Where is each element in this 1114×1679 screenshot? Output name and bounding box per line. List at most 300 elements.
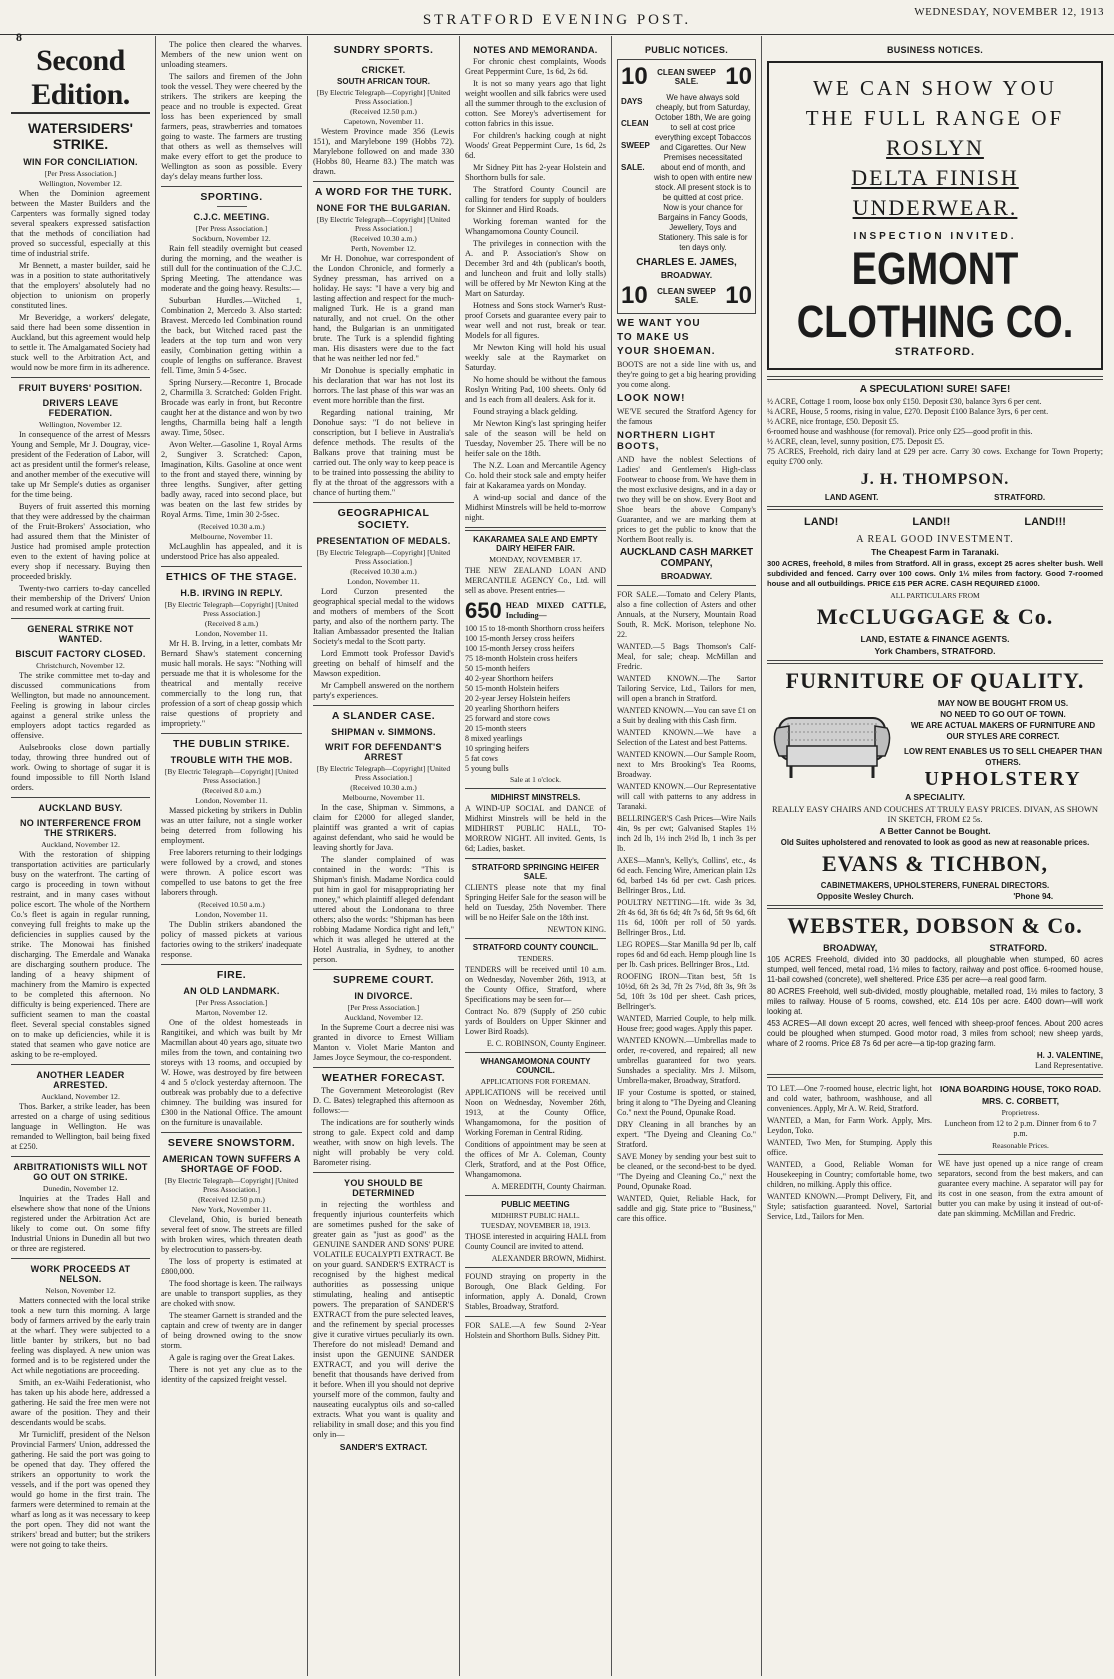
land-company-line: LAND, ESTATE & FINANCE AGENTS.	[860, 634, 1010, 644]
article-paragraph: Rain fell steadily overnight but ceased during the morning, and the weather is still dull for the continuation of the C.J.C. Spring Meeting. The attendance was moderate and the going heavy. Results:—	[161, 244, 302, 293]
speculation-item: ¼ ACRE, House, 5 rooms, rising in value, £270. Deposit £100 Balance 3yrs, 6 per cent.	[767, 407, 1049, 416]
article-paragraph: The loss of property is estimated at £800,000.	[161, 1257, 302, 1276]
article-paragraph: Mr H. B. Irving, in a letter, combats Mr Bernard Shaw's statement concerning music hall morals. He says: "Nothing will persuade me that it is wholesome for the theatrical and mentally receive commercially to the long run, that profession of a sort of cheap gossip which raise questions of propriety and impropriety."	[161, 639, 302, 728]
section-heading: PRESENTATION OF MEDALS.	[316, 536, 451, 546]
article-paragraph: Inquiries at the Trades Hall and elsewhere show that none of the Unions registered under the Arbitration Act are likely to come out. On some fifty Industrial Unions in Dunedin all but two or three are registered.	[11, 1194, 150, 1253]
divider	[313, 181, 454, 182]
sale-header	[621, 63, 752, 91]
article-paragraph: Smith, an ex-Waihi Federationist, who has taken up his abode here, addressed a gathering. He said the free men were not aware of the position. They and their descendants would be scabs.	[11, 1378, 150, 1427]
article-paragraph: Free laborers returning to their lodgings were followed by a crowd, and stones were thrown. A police escort was compelled to use batons to get the free laborers through.	[161, 848, 302, 897]
article-paragraph: There is not yet any clue as to the identity of the capsized freight vessel.	[161, 1365, 302, 1384]
divider	[938, 1154, 1103, 1155]
ad-date: TUESDAY, NOVEMBER 18, 1913.	[480, 1221, 591, 1230]
divider	[465, 1267, 606, 1268]
land-line: A REAL GOOD INVESTMENT.	[856, 534, 1014, 545]
furniture-phone: 'Phone 94.	[1013, 892, 1054, 901]
article-paragraph: Matters connected with the local strike took a new turn this morning. A large body of farmers arrived by the early train at the wharf. They were subjected to a little banter by strikers, but no bad feeling was displayed. A new union was formed and is to be registered under the Act while negotiations are proceeding.	[11, 1296, 150, 1375]
ad-heading: STRATFORD SPRINGING HEIFER SALE.	[471, 863, 600, 881]
evans-tichbon-logo: EVANS & TICHBON,	[821, 851, 1049, 876]
article-paragraph: Avon Welter.—Gasoline 1, Royal Arms 2, Sungiver 3. Scratched: Capon, Imagination, Kilts. Gasoline at once went to the front and stayed there, winning by three lengths. Sungiver, after getting badly away, raced into second place, but was beaten on the last few strides by Royal Arms. Time, 1min 30 2-5sec.	[161, 440, 302, 519]
cattle-list-item: 25 forward and store cows	[465, 714, 550, 723]
dateline: Marton, November 12.	[195, 1008, 268, 1017]
divider	[465, 1195, 606, 1196]
headline-watersiders: WATERSIDERS' STRIKE.	[28, 120, 133, 152]
columns	[6, 36, 1108, 1676]
dateline: Nelson, November 12.	[45, 1286, 116, 1295]
section-heading: NOTES AND MEMORANDA.	[473, 45, 598, 55]
memo-item: Mr Sidney Pitt has 2-year Holstein and Shorthorn bulls for sale.	[465, 163, 606, 182]
section-heading: GENERAL STRIKE NOT WANTED.	[27, 624, 134, 644]
memo-item: Hotness and Sons stock Warner's Rust-proof Corsets and guarantee every pair to wear well and not rust, break or tear. Models for all figures.	[465, 301, 606, 340]
divider	[465, 1316, 606, 1317]
dateline: Christchurch, November 12.	[36, 661, 125, 670]
agent-title: LAND AGENT.	[824, 493, 879, 502]
classified-ad: WANTED, Married Couple, to help milk. House free; good wages. Apply this paper.	[617, 1014, 756, 1033]
boarding-house-heading: IONA BOARDING HOUSE, TOKO ROAD.	[939, 1084, 1102, 1094]
memo-item: It is not so many years ago that light weight woollen and silk fabrics were used all the summer through to the exclusion of cotton. See Morey's advertisement for cotton fabrics in this issue.	[465, 79, 606, 128]
shoe-company: AUCKLAND CASH MARKET COMPANY,	[619, 547, 754, 569]
classified-ad: WANTED KNOWN.—Umbrellas made to order, re-covered, and repaired; all new umbrellas guaranteed for two years. Sunshades a speciality. Mrs J. Milsom, Umbrella-maker, Broadway, Stratford.	[617, 1036, 756, 1085]
dateline: Melbourne, November 11.	[190, 532, 273, 541]
article-paragraph: Cleveland, Ohio, is buried beneath several feet of snow. The streets are filled with broken wires, which threaten death by electrocution to passers-by.	[161, 1215, 302, 1254]
ad-count: 650	[465, 598, 502, 623]
article-paragraph: The sailors and firemen of the John took the vessel. They were cheered by the strikers. The strikers are keeping the peace and no trouble is expected. Great loss has been experienced by small farmers, peas, strawberries and tomatoes going to waste. The farmers are trusting that others as well as themselves will make every effort to get the produce to Wellington as soon as possible. Every day's delay means further loss.	[161, 72, 302, 181]
wd-address: STRATFORD.	[989, 943, 1047, 953]
article-paragraph: Lord Curzon presented the geographical special medal to the widows and mothers of members of the Scott party, and also of the northern party. The Italian Ambassador presented the Italian Society's medal to the Scott party.	[313, 587, 454, 646]
divider	[161, 566, 302, 567]
column-6	[762, 36, 1108, 1676]
divan-sketch-icon	[767, 698, 897, 790]
sale-body: We have always sold cheaply, but from Saturday, October 18th, We are going to sell at cost price everything except Tobaccos and Cigarettes. Our New Premises necessitated about end of month, and wish to open with entire new stock. All present stock is to be quitted at cost price. Now is your chance for Bargains in Fancy Goods, Jewellery, Toys and Stationery. This sale is for ten days only.	[653, 93, 752, 252]
classified-ad: SAVE Money by sending your best suit to be cleaned, or the second-best to be dyed. "The Dyeing and Cleaning Co.," next the Pound, Opunake Road.	[617, 1152, 756, 1191]
land-line: The Cheapest Farm in Taranaki.	[871, 547, 999, 557]
section-heading: IN DIVORCE.	[354, 991, 413, 1001]
cattle-list	[465, 624, 606, 774]
cattle-list-item: 100 15-month Jersey cross heifers	[465, 634, 575, 643]
ad-text: THOSE interested in acquiring HALL from County Council are invited to attend.	[465, 1232, 606, 1251]
classified-ad: TO LET.—One 7-roomed house, electric light, hot and cold water, bathroom, washhouse, and all conveniences. Apply, Mr A. W. Reid, Stratford.	[767, 1084, 932, 1113]
section-heading: WEATHER FORECAST.	[321, 1072, 446, 1084]
article-paragraph: Massed picketing by strikers in Dublin was an utter failure, not a single worker being deterred from following his employment.	[161, 806, 302, 845]
egmont-clothing-logo: EGMONT CLOTHING CO.	[796, 244, 1074, 348]
furniture-side-text: MAY NOW BE BOUGHT FROM US. NO NEED TO GO OUT OF TOWN. WE ARE ACTUAL MAKERS OF FURNITURE AND OUR STYLES ARE CORRECT. LOW RENT ENABLES US TO SELL CHEAPER THAN OTHERS. UPHOLSTERY	[904, 699, 1102, 790]
boarding-house-owner: MRS. C. CORBETT,	[982, 1096, 1059, 1106]
land-text: ALL PARTICULARS FROM	[890, 591, 980, 600]
received-line: (Received 10.30 a.m.)	[350, 567, 417, 576]
furniture-line: A Better Cannot be Bought.	[879, 826, 991, 836]
sale-number: 10	[725, 63, 752, 90]
cattle-list-item: 50 15-month heifers	[465, 664, 530, 673]
shoe-company-address: BROADWAY.	[660, 571, 713, 581]
classified-ad: BELLRINGER'S Cash Prices—Wire Nails 4in, 9s per cwt; Galvanised Staples 1½ inch 2d lb, 1½ inch 2½d lb, 1 inch 3s per lb.	[617, 814, 756, 853]
article-paragraph: Lord Emmott took Professor David's greeting on behalf of himself and the Mawson expedition.	[313, 649, 454, 678]
dateline: Auckland, November 12.	[41, 1092, 120, 1101]
dateline: New York, November 11.	[191, 1205, 272, 1214]
dateline: Wellington, November 12.	[39, 420, 122, 429]
memo-item: A wind-up social and dance of the Midhirst Minstrels will be held to-morrow night.	[465, 493, 606, 522]
section-heading: SHIPMAN v. SIMMONS.	[331, 727, 436, 737]
section-heading: ARBITRATIONISTS WILL NOT GO OUT ON STRIKE.	[13, 1162, 148, 1182]
divider	[161, 1132, 302, 1133]
divider	[767, 506, 1103, 510]
divider	[767, 905, 1103, 909]
dateline: Sockburn, November 12.	[192, 234, 271, 243]
credit-line: [By Electric Telegraph—Copyright] [United Press Association.]	[164, 1176, 299, 1194]
cattle-list-item: 20 yearling Shorthorn heifers	[465, 704, 559, 713]
edition-title: Second Edition.	[11, 44, 150, 114]
upholstery-heading: UPHOLSTERY	[924, 768, 1082, 790]
received-line: (Received 10.30 a.m.)	[350, 234, 417, 243]
webster-dobson-logo: WEBSTER, DOBSON & Co.	[787, 913, 1083, 938]
classified-ad: WANTED KNOWN.—Prompt Delivery, Fit, and Style; satisfaction guaranteed. Novel, Sartorial Service, Ltd., Tailors for Men.	[767, 1192, 932, 1221]
cattle-list-item: 100 15 to 18-month Shorthorn cross heifers	[465, 624, 605, 633]
classified-ad: WE have just opened up a nice range of cream separators, second from the best makers, and can guarantee every machine. A separator will pay for its cost in one season, from the extra amount of butter you can make by using it instead of out-of-date pan skimming. McMillan and Fredric.	[938, 1159, 1103, 1218]
divider	[11, 1064, 150, 1065]
memo-item: For chronic chest complaints, Woods Great Peppermint Cure, 1s 6d, 2s 6d.	[465, 57, 606, 76]
ad-date: MONDAY, NOVEMBER 17.	[489, 555, 582, 564]
divider	[11, 618, 150, 619]
shoe-brand: NORTHERN LIGHT BOOTS,	[617, 430, 716, 452]
ad-signature: SANDER'S EXTRACT.	[339, 1442, 428, 1452]
classified-ad: AXES—Mann's, Kelly's, Collins', etc., 4s 6d each. Fencing Wire, American plain 12s 6d, barbed 14s 6d per cwt. Cash prices. Bellringer Bros., Ltd.	[617, 856, 756, 895]
column-2	[156, 36, 308, 1676]
section-heading: ETHICS OF THE STAGE.	[165, 571, 298, 583]
ad-line: UNDERWEAR.	[852, 195, 1018, 220]
section-heading: AUCKLAND BUSY.	[38, 803, 123, 813]
received-line: (Received 10.30 a.m.)	[198, 522, 265, 531]
classified-ad: WANTED, Two Men, for Stumping. Apply this office.	[767, 1138, 932, 1157]
divider	[767, 1074, 1103, 1078]
classified-ad: POULTRY NETTING—1ft. wide 3s 3d, 2ft 4s 6d, 3ft 6s 6d; 4ft 7s 6d, 5ft 9s 6d, 6ft 11s 6d, 100ft per roll of 50 yards. Bellringer Bros., Ltd.	[617, 898, 756, 937]
furniture-address: Opposite Wesley Church.	[816, 892, 914, 901]
section-heading: AMERICAN TOWN SUFFERS A SHORTAGE OF FOOD.	[162, 1154, 301, 1174]
article-paragraph: A gale is raging over the Great Lakes.	[169, 1353, 295, 1362]
memo-item: For children's hacking cough at night Woods' Great Peppermint Cure, 1s 6d, 2s 6d.	[465, 131, 606, 160]
speculation-signature: J. H. THOMPSON.	[860, 471, 1010, 488]
classified-ad: LEG ROPES—Star Manilla 9d per lb, calf ropes 6d and 6d each. Hemp plough line 1s per lb. Cash prices. Bellringer Bros., Ltd.	[617, 940, 756, 969]
classified-ad: WANTED KNOWN.—You can save £1 on a Suit by dealing with this Cash firm.	[617, 706, 756, 725]
classified-ad: IF your Costume is spotted, or stained, bring it along to "The Dyeing and Cleaning Co." next the Pound, Opunake Road.	[617, 1088, 757, 1117]
divider	[313, 969, 454, 970]
credit-line: [Per Press Association.]	[195, 998, 268, 1007]
ad-heading: MIDHIRST MINSTRELS.	[490, 793, 581, 802]
agent-town: STRATFORD.	[994, 493, 1046, 502]
shoe-ad-line: YOUR SHOEMAN.	[617, 346, 716, 357]
section-heading: PUBLIC NOTICES.	[644, 45, 728, 55]
section-heading: A WORD FOR THE TURK.	[314, 186, 453, 198]
section-heading: WRIT FOR DEFENDANT'S ARREST	[325, 742, 442, 762]
received-line: (Received 8 a.m.)	[204, 619, 259, 628]
article-paragraph: Mr H. Donohue, war correspondent of the London Chronicle, and formerly a Sydney pressman, has arrived on a holiday. He says: "I have a very big and lasting affection and respect for the much-maligned Turk. He is a grand man naturally, and not cruel. On the other hand, the Bulgarian is an unmitigated brute. The Turk is a splendid fighting man. His disasters were due to the fact that he was neither led nor fed."	[313, 254, 454, 363]
land-banner: LAND! LAND!! LAND!!!	[804, 516, 1066, 528]
divider	[313, 1172, 454, 1173]
cattle-list-item: 40 2-year Shorthorn heifers	[465, 674, 554, 683]
dateline: London, November 11.	[195, 910, 268, 919]
article-paragraph: in rejecting the worthless and frequently injurious counterfeits which are sometimes pushed for the sake of greater gain as "just as good" as the GENUINE SANDER AND SONS' PURE VOLATILE EUCALYPTI EXTRACT. Be on your guard. SANDER'S EXTRACT is recognised by the highest medical authorities as possessing unique stimulating, healing and antiseptic powers. The preparation of SANDER'S EXTRACT from the pure selected leaves, and the refinement by special processes give it curative virtues peculiarly its own. Therefore do not mislead! Demand and insist upon the GENUINE SANDER EXTRACT, and you will derive the benefit that thousands have derived from it before. When ill you should not deprive yourself more of the common, faulty and nauseating eucalyptus oils and so-called extracts. What you want is quality and reliability in small dose; and this you find only in—	[313, 1200, 454, 1439]
divider	[11, 797, 150, 798]
masthead	[0, 0, 1114, 44]
column-3	[308, 36, 460, 1676]
dateline: London, November 11.	[195, 796, 268, 805]
speculation-heading: A SPECULATION! SURE! SAFE!	[859, 384, 1011, 395]
issue-date: WEDNESDAY, NOVEMBER 12, 1913	[914, 6, 1104, 18]
ad-text: Contract No. 879 (Supply of 250 cubic yards of Boulders on Upper Skinner and Lower Bird Roads).	[465, 1007, 606, 1036]
land-company-line: York Chambers, STRATFORD.	[874, 646, 996, 656]
classified-ad: WANTED, a Man, for Farm Work. Apply, Mrs. Leydon, Toko.	[767, 1116, 932, 1135]
sale-signature: CHARLES E. JAMES,	[636, 257, 737, 268]
ad-count-label: HEAD MIXED CATTLE, Including—	[505, 601, 606, 620]
cattle-list-item: 8 mixed yearlings	[465, 734, 523, 743]
divider	[11, 377, 150, 378]
divider	[767, 376, 1103, 380]
memo-item: The privileges in connection with the A. and P. Association's Show on December 3rd and 4th (publican's booth, and luncheon and fruit and lolly stalls) will be offered by Mr Newton King at the Mart on Saturday.	[465, 239, 606, 298]
classified-ad: WANTED, a Good, Reliable Woman for Housekeeping in Country; comfortable home, two children, no milking. Apply this office.	[767, 1160, 932, 1189]
dateline: Capetown, November 11.	[343, 117, 424, 126]
divider	[161, 964, 302, 965]
ad-subheading: APPLICATIONS FOR FOREMAN.	[480, 1077, 591, 1086]
cattle-list-item: 75 18-month Holstein cross heifers	[465, 654, 578, 663]
memo-item: Mr Newton King's last springing heifer sale of the season will be held on Tuesday, November 25. There will be no heifer sale on the 18th.	[465, 419, 606, 458]
section-heading: AN OLD LANDMARK.	[183, 986, 280, 996]
speculation-item: ½ ACRE, clean, level, sunny position, £75. Deposit £5.	[767, 437, 945, 446]
section-heading: A SLANDER CASE.	[331, 710, 436, 722]
article-paragraph: The indications are for southerly winds strong to gale. Expect cold and damp weather, with snow on high levels. The night will probably be very cold. Barometer rising.	[313, 1118, 454, 1167]
memo-item: Working foreman wanted for the Whangamomona County Council.	[465, 217, 606, 236]
subheading: SOUTH AFRICAN TOUR.	[337, 77, 430, 86]
ad-signature: E. C. ROBINSON, County Engineer.	[486, 1039, 606, 1048]
article-paragraph: Mr Turnicliff, president of the Nelson Provincial Farmers' Union, addressed the gathering. He said the port was going to be opened that day. They offered the strikers an opportunity to work the vessels, and if the port was opened they would go home in the first train. The farmers were determined to remain at the wharf as long as it was necessary to keep the port open. They did not want the strikers' bread and butter; but the strikers were not going to take theirs.	[11, 1430, 150, 1549]
speculation-item: ½ ACRE, nice frontage, £50. Deposit £5.	[767, 417, 899, 426]
article-paragraph: Buyers of fruit asserted this morning that they were addressed by the chairman of the Fruit-Brokers' Association, who had assured them that the Minister of Justice had promised ample protection even to the extent of having police at every shop if necessary. Buying then proceeded briskly.	[11, 502, 150, 581]
section-heading: FRUIT BUYERS' POSITION.	[18, 383, 143, 393]
section-heading: NO INTERFERENCE FROM THE STRIKERS.	[19, 818, 141, 838]
article-paragraph: Thos. Barker, a strike leader, has been arrested on a charge of using seditious language in Wellington. He was remanded to Wellington, bail being fixed at £250.	[11, 1102, 150, 1151]
classified-ad: FOR SALE.—Tomato and Celery Plants, also a fine collection of Asters and other Annuals, at the Nursery, Mountain Road South, R. McK. Morison, telephone No. 22.	[617, 590, 756, 639]
wd-signature: Land Representative.	[1035, 1061, 1103, 1070]
divider	[11, 1156, 150, 1157]
credit-line: [By Electric Telegraph—Copyright] [United Press Association.]	[164, 600, 299, 618]
article-paragraph: Suburban Hurdles.—Witched 1, Combination 2, Mercedo 3. Also started: Bravest. Mercedo led Combination round the back, but Witched raced past the leaders at the top turn and won very easily, Combination getting within a couple of lengths on sufferance. Bravest fell. Time, 3min 5 4-5sec.	[161, 296, 302, 375]
ad-line: DELTA FINISH	[851, 165, 1019, 190]
classified-ad: WANTED KNOWN.—Our Sample Room, next to Mrs Brooking's Tea Rooms, Broadway.	[617, 750, 756, 779]
cattle-list-item: 20 15-month steers	[465, 724, 527, 733]
article-paragraph: Mr Bennett, a master builder, said he was in a position to state authoritatively that the employers' absolutely had no objection to unionism on properly constituted lines.	[11, 261, 150, 310]
divider	[465, 938, 606, 939]
furniture-line: REALLY EASY CHAIRS AND COUCHES AT TRULY EASY PRICES. DIVAN, AS SHOWN IN SKETCH, FROM £2 5s.	[772, 804, 1098, 824]
ad-line: THE FULL RANGE OF	[805, 106, 1065, 130]
article-paragraph: With the restoration of shipping transportation activities are particularly busy on the waterfront. The carting of cargo is proceeding in town without restraint, and in many cases without police escort. The whole of the Northern Co.'s fleet is again in regular running, conveying full freights to make up the deficiencies in supplies caused by the strike. The Monowai has finished discharging. The Emerdale and Wanaka are discharging southern produce. The landing of a heavy shipment of machinery from the Mamiro is expected to be completed this afternoon. No difficulty is being experienced. There are sufficient seamen to man the coastal fleet. Several special constables signed on to make up deficiencies, while it is stated that seamen who gave notice are asking to be re-employed.	[11, 850, 150, 1059]
article-paragraph: Mr Beveridge, a workers' delegate, said there had been some dissention in Auckland, but this agreement would help to settle it. The Amalgamated Society had stuck well to the Arbitration Act, and would now be more firm in its adherence.	[11, 313, 150, 372]
cattle-list-item: 5 fat cows	[465, 754, 498, 763]
credit-line: [Per Press Association.]	[347, 1003, 420, 1012]
farm-listing: 105 ACRES Freehold, divided into 30 paddocks, all ploughable when stumped, 60 acres stumped, well fenced, metal road, 1½ miles to factory, railway and post office. 6-roomed house, 11-bail cowshed (concrete), well sheltered. Price £35 per acre—a real good farm.	[767, 955, 1103, 984]
dateline: Auckland, November 12.	[41, 840, 120, 849]
divider	[465, 788, 606, 789]
ad-text: THE NEW ZEALAND LOAN AND MERCANTILE AGENCY Co., Ltd. will sell as above. Present entries—	[465, 566, 606, 595]
section-heading: SEVERE SNOWSTORM.	[167, 1137, 296, 1149]
column-5	[612, 36, 762, 1676]
article-paragraph: Aulsebrooks close down partially today, throwing three hundred out of work. Owing to shortage of sugar it is found impossible to fill North Island orders.	[11, 743, 150, 792]
furniture-line: Old Suites upholstered and renovated to look as good as new at reasonable prices.	[780, 838, 1090, 847]
article-paragraph: The food shortage is keen. The railways are unable to transport supplies, as they are choked with snow.	[161, 1279, 302, 1308]
ad-heading: PUBLIC MEETING	[501, 1200, 570, 1209]
section-heading: CRICKET.	[361, 65, 406, 75]
memo-item: No home should be without the famous Roslyn Writing Pad, 100 sheets. Only 6d and 1s each from all dealers. Ask for it.	[465, 375, 606, 404]
section-heading: TROUBLE WITH THE MOB.	[170, 755, 293, 765]
section-heading: DRIVERS LEAVE FEDERATION.	[42, 398, 119, 418]
furniture-line: CABINETMAKERS, UPHOLSTERERS, FUNERAL DIRECTORS.	[820, 881, 1050, 890]
ad-line: STRATFORD.	[894, 346, 976, 358]
section-heading: FIRE.	[216, 969, 247, 981]
roslyn-underwear-ad	[767, 61, 1103, 370]
page-number: 8	[16, 30, 22, 44]
article-paragraph: In the Supreme Court a decree nisi was granted in divorce to Ernest William Manton v. Violet Marie Manton and James Joyce Seymour, the co-respondent.	[313, 1023, 454, 1062]
article-paragraph: Mr Donohue is specially emphatic in his declaration that war has not lost its horrors. The last phase of this war was an event more horrible than the first.	[313, 366, 454, 405]
article-paragraph: Regarding national training, Mr Donohue says: "I do not believe in conscription, but I believe in Australia's defence methods. The results of the Balkans prove that training must be carried out. The only way to keep peace is to be trained into possessing the ability to fly at the throat of the aggressors with a chance of hurting them."	[313, 408, 454, 497]
section-heading: BUSINESS NOTICES.	[886, 45, 984, 55]
ad-signature: ALEXANDER BROWN, Midhirst.	[491, 1254, 606, 1263]
furniture-line: A SPECIALITY.	[905, 792, 965, 802]
divider	[161, 733, 302, 734]
article-paragraph: Mr Campbell answered on the northern party's experiences.	[313, 681, 454, 700]
ad-text: APPLICATIONS will be received until Noon on Wednesday, November 26th, 1913, at the County Office, Whangamomona, for the position of Working Foreman in Central Riding.	[465, 1088, 606, 1137]
speculation-item: 75 ACRES, Freehold, rich dairy land at £29 per acre. Carry 30 cows. Exchange for Town Property; equity £700 only.	[767, 447, 1103, 466]
furniture-heading: FURNITURE OF QUALITY.	[785, 668, 1085, 693]
section-heading: ANOTHER LEADER ARRESTED.	[36, 1070, 125, 1090]
ad-subheading: TENDERS.	[517, 954, 554, 963]
divider	[369, 59, 399, 60]
credit-line: [By Electric Telegraph—Copyright] [United Press Association.]	[316, 88, 451, 106]
divider	[465, 1052, 606, 1053]
article-paragraph: The Dublin strikers abandoned the policy of massed pickets at various factories owing to the strikers' inadequate response.	[161, 920, 302, 959]
cattle-list-item: 20 2-year Jersey Holstein heifers	[465, 694, 571, 703]
furniture-ad	[767, 698, 1103, 790]
article-paragraph: In the case, Shipman v. Simmons, a claim for £2000 for alleged slander, plaintiff was granted a writ of capias against defendant, who said he would be leaving shortly for Java.	[313, 803, 454, 852]
memo-item: Mr Newton King will hold his usual weekly sale at the Raymarket on Saturday.	[465, 343, 606, 372]
section-heading: H.B. IRVING IN REPLY.	[180, 588, 283, 598]
received-line: (Received 12.50 p.m.)	[198, 1195, 265, 1204]
article-paragraph: The strike committee met to-day and discussed communications from Wellington, but made no announcement. Feeling is growing in labour circles against a general strike unless the employers adopt tactics regarded as offensive.	[11, 671, 150, 740]
memo-item: Found straying a black gelding.	[473, 407, 578, 416]
section-heading: YOU SHOULD BE DETERMINED	[344, 1178, 423, 1198]
ad-text: A WIND-UP SOCIAL and DANCE of Midhirst Minstrels will be held in the MIDHIRST PUBLIC HALL, TO-MORROW NIGHT. All invited. Gents, 1s 6d; Ladies, basket.	[465, 804, 606, 853]
cattle-list-item: 10 springing heifers	[465, 744, 529, 753]
ad-heading: WHANGAMOMONA COUNTY COUNCIL.	[480, 1057, 591, 1075]
classified-ad: WANTED, Quiet, Reliable Hack, for saddle and gig. State price to "Business," care this office.	[617, 1194, 756, 1223]
article-paragraph: In consequence of the arrest of Messrs Young and Semple, Mr J. Dougray, vice-president of the Federation of Labor, will act as president until the former's release, and another member of the executive will take up Mr Semple's duties as organiser for the time being.	[11, 430, 150, 499]
sale-footer: 10 CLEAN SWEEP SALE. 10	[621, 282, 752, 309]
dateline: Dunedin, November 12.	[42, 1184, 119, 1193]
wd-signature: H. J. VALENTINE,	[1036, 1051, 1103, 1060]
article-paragraph: One of the oldest homesteads in Rangitikei, and which was built by Mr Macmillan about 40 years ago, situate two miles from the town, and containing two storeys with 13 rooms, and occupied by W. Howe, was destroyed by fire between 4 and 5 o'clock yesterday afternoon. The outbreak was probably due to a defective chimney. The building was insured for £300 in the National Office. The amount on the furniture is unavailable.	[161, 1018, 302, 1127]
column-1	[6, 36, 156, 1676]
classified-ad: WANTED KNOWN.—We have a Selection of the Latest and best Patterns.	[617, 728, 756, 747]
speculation-list	[767, 397, 1103, 467]
bottom-classifieds	[767, 1082, 1103, 1224]
article-paragraph: The steamer Garnett is stranded and the captain and crew of twenty are in danger of being drowned owing to the snow storm.	[161, 1311, 302, 1350]
sale-title: CLEAN SWEEP SALE.	[657, 68, 716, 86]
sale-number: 10	[621, 63, 648, 90]
cattle-list-item: 5 young bulls	[465, 764, 509, 773]
shoe-ad-text: WE'VE secured the Stratford Agency for the famous	[617, 407, 756, 426]
received-line: (Received 10.30 a.m.)	[350, 783, 417, 792]
section-heading: WIN FOR CONCILIATION.	[23, 157, 138, 167]
shoe-ad-line: TO MAKE US	[617, 332, 690, 343]
section-heading: NONE FOR THE BULGARIAN.	[316, 203, 451, 213]
credit-line: [By Electric Telegraph—Copyright] [United Press Association.]	[316, 764, 451, 782]
classified-ad: WANTED.—5 Bags Thomson's Calf-Meal, for sale; cheap. McMillan and Fredric.	[617, 642, 756, 671]
section-heading: THE DUBLIN STRIKE.	[173, 738, 290, 750]
clean-sweep-sale-ad	[617, 59, 756, 314]
memo-item: The Stratford County Council are calling for tenders for supply of boulders for Skinner and Hird Roads.	[465, 185, 606, 214]
classified-ad: DRY Cleaning in all branches by an expert. "The Dyeing and Cleaning Co." Stratford.	[617, 1120, 756, 1149]
ad-line: WE CAN SHOW YOU	[813, 76, 1057, 100]
article-paragraph: The police then cleared the wharves. Members of the new union went on unloading steamers.	[161, 40, 302, 69]
newspaper-title: STRATFORD EVENING POST.	[422, 12, 692, 28]
memo-item: The N.Z. Loan and Mercantile Agency Co. hold their stock sale and empty heifer fair at Kakaramea yards on Monday.	[465, 461, 606, 490]
dateline: Perth, November 12.	[351, 244, 416, 253]
shoe-ad-line: WE WANT YOU	[617, 318, 701, 329]
ad-text: FOR SALE.—A few Sound 2-Year Holstein and Shorthorn Bulls. Sidney Pitt.	[465, 1321, 606, 1340]
divider	[217, 206, 247, 207]
divider	[161, 186, 302, 187]
cattle-list-item: 100 15-month Jersey cross heifers	[465, 644, 575, 653]
shoe-ad-line: LOOK NOW!	[617, 393, 686, 404]
dateline: London, November 11.	[195, 629, 268, 638]
received-line: (Received 12.50 p.m.)	[350, 107, 417, 116]
ad-text: TENDERS will be received until 10 a.m. on Wednesday, November 26th, 1913, at the County Office, Stratford, where Specifications may be seen for—	[465, 965, 606, 1004]
classified-ad: WANTED KNOWN.—The Sartor Tailoring Service, Ltd., Tailors for men, will open a branch in Stratford.	[617, 674, 756, 703]
credit-line: [By Electric Telegraph—Copyright] [United Press Association.]	[316, 215, 451, 233]
ad-line: ROSLYN	[886, 135, 984, 160]
divider	[313, 705, 454, 706]
dateline: Wellington, November 12.	[39, 179, 122, 188]
article-paragraph: When the Dominion agreement between the Master Builders and the Carpenters was formally signed today several speakers expressed satisfaction that the methods of conciliation had proved so successful, especially at this time of industrial strife.	[11, 189, 150, 258]
received-line: (Received 8.0 a.m.)	[202, 786, 261, 795]
credit-line: [By Electric Telegraph—Copyright] [United Press Association.]	[316, 548, 451, 566]
ad-heading: STRATFORD COUNTY COUNCIL.	[472, 943, 599, 952]
classified-ad: WANTED KNOWN.—Our Representative will call with patterns to any address in Taranaki.	[617, 782, 756, 811]
farm-listing: 453 ACRES—All down except 20 acres, well fenced with sheep-proof fences. About 200 acres could be ploughed when stumped. Good motor road, 3 miles from school; new sheep yards, whare of 2 rooms. Price £8 7s 6d per acre—a tip-top grazing farm.	[767, 1019, 1103, 1048]
divider	[465, 858, 606, 859]
cattle-list-item: 50 15-month Holstein heifers	[465, 684, 559, 693]
ad-signature: A. MEREDITH, County Chairman.	[491, 1182, 606, 1191]
section-heading: SUNDRY SPORTS.	[333, 44, 434, 56]
divider	[465, 527, 606, 531]
ad-heading: KAKARAMEA SALE AND EMPTY DAIRY HEIFER FAIR.	[473, 535, 598, 553]
boarding-house-title: Proprietress.	[1001, 1108, 1040, 1117]
section-heading: SPORTING.	[200, 191, 263, 203]
sale-side-label: DAYS CLEAN SWEEP SALE.	[621, 97, 650, 172]
divider	[617, 585, 756, 586]
received-line: (Received 10.50 a.m.)	[198, 900, 265, 909]
sale-address: BROADWAY.	[660, 270, 713, 280]
section-heading: BISCUIT FACTORY CLOSED.	[15, 649, 146, 659]
shoe-ad-text: BOOTS are not a side line with us, and they're going to get a big hearing providing you come along.	[617, 360, 756, 389]
speculation-item: 6-roomed house and washhouse (for removal). Price only £25—good profit in this.	[767, 427, 1033, 436]
divider	[11, 1258, 150, 1259]
article-paragraph: Spring Nursery.—Recontre 1, Brocade 2, Charmilla 3. Scratched: Golden Fright. Brocade was early in front, but Recontre caught her at the distance and won by two lengths, Charmilla being half a length away. Time, 50sec.	[161, 378, 302, 437]
credit-line: [Per Press Association.]	[44, 169, 117, 178]
dateline: Auckland, November 12.	[344, 1013, 423, 1022]
divider	[313, 502, 454, 503]
ad-text: CLIENTS please note that my final Springing Heifer Sale for the season will be held on Tuesday, 25th November. There will be no Heifer Sale on the 18th inst.	[465, 883, 606, 922]
ad-subheading: MIDHIRST PUBLIC HALL.	[491, 1211, 580, 1220]
wd-address: BROADWAY,	[823, 943, 878, 953]
ad-text: Sale at 1 o'clock.	[510, 775, 561, 784]
dateline: London, November 11.	[347, 577, 420, 586]
section-heading: C.J.C. MEETING.	[193, 212, 270, 222]
